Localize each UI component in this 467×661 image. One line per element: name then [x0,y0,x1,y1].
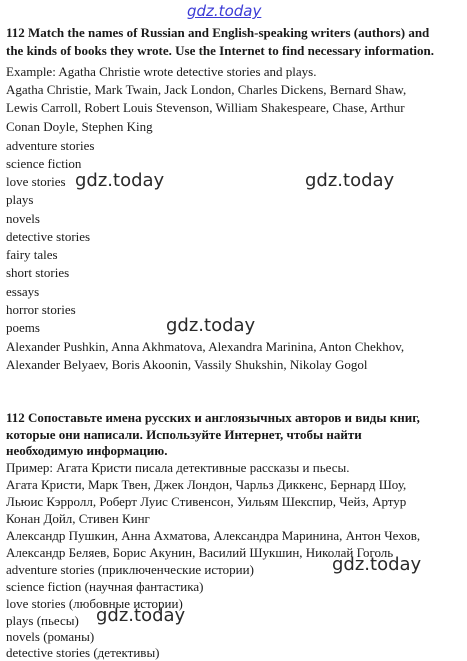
kind-item-ru: adventure stories (приключенческие истории) [6,562,254,577]
kind-item: short stories [6,265,70,280]
kind-item: plays [6,192,34,207]
writers-ru-1: Агата Кристи, Марк Твен, Джек Лондон, Чарльз Диккенс, Бернард Шоу, [6,477,407,492]
kind-item: horror stories [6,302,76,317]
kind-item: essays [6,284,40,299]
russian-writers-ru-2: Александр Беляев, Борис Акунин, Василий Шукшин, Николай Гоголь [6,545,394,560]
kind-item: love stories [6,174,66,189]
exercise-title-en-2: the kinds of books they wrote. Use the Internet to find necessary information. [6,43,435,58]
example-ru: Пример: Агата Кристи писала детективные рассказы и пьесы. [6,460,350,475]
russian-writers-ru-1: Александр Пушкин, Анна Ахматова, Александра Маринина, Антон Чехов, [6,528,421,543]
writers-en-1: Agatha Christie, Mark Twain, Jack London, Charles Dickens, Bernard Shaw, [6,82,407,97]
watermark: gdz.today [166,315,256,336]
kind-item: fairy tales [6,247,58,262]
kind-item-ru: detective stories (детективы) [6,645,160,660]
writers-ru-2: Льюис Кэрролл, Роберт Луис Стивенсон, Уильям Шекспир, Чейз, Артур [6,494,407,509]
exercise-title-ru-2: которые они написали. Используйте Интернет, чтобы найти [6,427,362,442]
site-logo[interactable]: gdz.today [187,2,262,20]
kind-item-ru: science fiction (научная фантастика) [6,579,204,594]
kind-item: novels [6,211,40,226]
kind-item-ru: novels (романы) [6,629,95,644]
writers-en-2: Lewis Carroll, Robert Louis Stevenson, William Shakespeare, Chase, Arthur [6,100,405,115]
writers-ru-3: Конан Дойл, Стивен Кинг [6,511,150,526]
example-en: Example: Agatha Christie wrote detective stories and plays. [6,64,317,79]
watermark: gdz.today [305,170,395,191]
kind-item: poems [6,320,40,335]
watermark: gdz.today [75,170,165,191]
russian-writers-en-1: Alexander Pushkin, Anna Akhmatova, Alexandra Marinina, Anton Chekhov, [6,339,405,354]
watermark: gdz.today [96,605,186,626]
russian-writers-en-2: Alexander Belyaev, Boris Akoonin, Vassily Shukshin, Nikolay Gogol [6,357,368,372]
writers-en-3: Conan Doyle, Stephen King [6,119,153,134]
exercise-title-ru-1: 112 Сопоставьте имена русских и англоязычных авторов и виды книг, [6,410,420,425]
exercise-title-ru-3: необходимую информацию. [6,443,168,458]
kind-item-ru: love stories (любовные истории) [6,596,183,611]
kind-item: detective stories [6,229,91,244]
kind-item-ru: plays (пьесы) [6,613,79,628]
kind-item: adventure stories [6,138,95,153]
exercise-title-en-1: 112 Match the names of Russian and English-speaking writers (authors) and [6,25,430,40]
kind-item: science fiction [6,156,82,171]
watermark: gdz.today [332,554,422,575]
